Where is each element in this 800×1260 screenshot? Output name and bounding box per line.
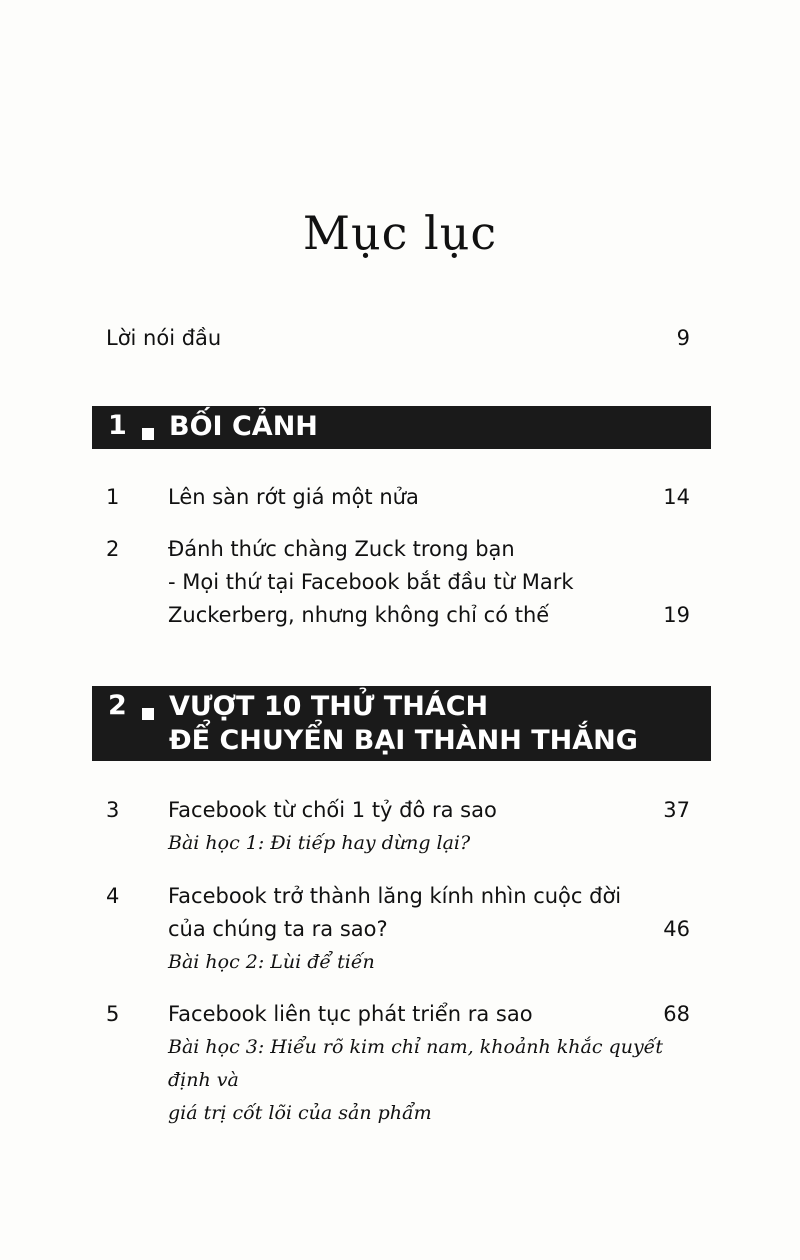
section-header-1[interactable] xyxy=(92,406,711,449)
page-title: Mục lục xyxy=(302,206,498,260)
entry-page: 14 xyxy=(663,485,690,509)
entry-number: 4 xyxy=(106,884,120,908)
toc-entry[interactable] xyxy=(0,794,800,860)
entry-page: 46 xyxy=(663,917,690,941)
entry-title: Đánh thức chàng Zuck trong bạn - Mọi thứ tại Facebook bắt đầu từ Mark Zuckerberg, nhưng không chỉ có thế xyxy=(168,537,574,627)
section-number: 2 xyxy=(108,690,127,721)
section-header-2[interactable] xyxy=(92,686,711,761)
square-bullet-icon xyxy=(142,708,154,720)
entry-lesson: Bài học 1: Đi tiếp hay dừng lại? xyxy=(168,832,471,854)
entry-page: 9 xyxy=(676,326,690,350)
toc-entry[interactable] xyxy=(0,998,800,1124)
section-title: VƯỢT 10 THỬ THÁCH ĐỂ CHUYỂN BẠI THÀNH THẮNG xyxy=(169,691,638,756)
square-bullet-icon xyxy=(142,428,154,440)
entry-label: Lời nói đầu xyxy=(106,326,222,350)
entry-number: 3 xyxy=(106,798,120,822)
toc-entry[interactable] xyxy=(0,533,800,632)
entry-title: Lên sàn rớt giá một nửa xyxy=(168,485,419,509)
entry-page: 19 xyxy=(663,603,690,627)
toc-entry[interactable] xyxy=(0,481,800,514)
entry-title: Facebook trở thành lăng kính nhìn cuộc đời của chúng ta ra sao? xyxy=(168,884,622,941)
section-title: BỐI CẢNH xyxy=(169,411,318,442)
entry-page: 68 xyxy=(663,1002,690,1026)
section-number: 1 xyxy=(108,410,127,441)
entry-number: 5 xyxy=(106,1002,120,1026)
entry-number: 1 xyxy=(106,485,120,509)
entry-lesson: Bài học 3: Hiểu rõ kim chỉ nam, khoảnh khắc quyết định và giá trị cốt lõi của sản phẩm xyxy=(168,1036,664,1124)
entry-title: Facebook từ chối 1 tỷ đô ra sao xyxy=(168,798,497,822)
entry-title: Facebook liên tục phát triển ra sao xyxy=(168,1002,533,1026)
toc-entry-preface[interactable] xyxy=(0,322,800,355)
entry-lesson: Bài học 2: Lùi để tiến xyxy=(168,951,375,973)
entry-page: 37 xyxy=(663,798,690,822)
entry-number: 2 xyxy=(106,537,120,561)
toc-entry[interactable] xyxy=(0,880,800,979)
